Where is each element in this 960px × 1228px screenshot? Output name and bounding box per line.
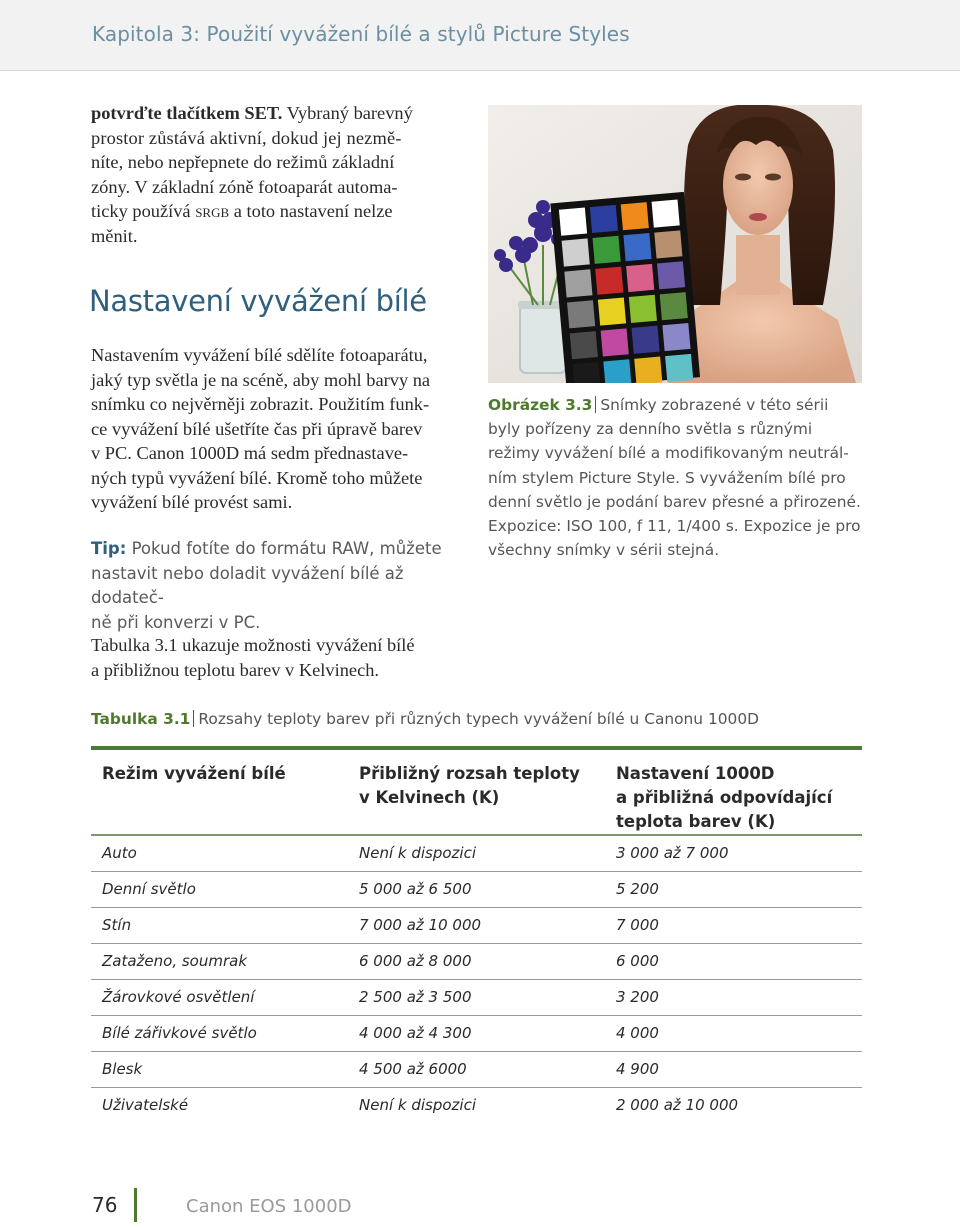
intro-line: měnit. (91, 225, 138, 246)
checker-patch (654, 230, 682, 258)
table-header (91, 746, 862, 836)
checker-patch (626, 264, 654, 292)
cell-setting: 7 000 (616, 916, 659, 934)
header-text: Nastavení 1000D (616, 764, 775, 783)
footer-divider (134, 1188, 137, 1222)
checker-patch (601, 328, 629, 356)
para-line: ce vyvážení bílé ušetříte čas při úpravě barev (91, 418, 423, 439)
tip-box (91, 537, 471, 635)
caption-line: ním stylem Picture Style. S vyvážením bílé pro (488, 468, 846, 487)
cell-range: 6 000 až 8 000 (359, 952, 472, 970)
cell-range: 7 000 až 10 000 (359, 916, 482, 934)
checker-patch (595, 267, 623, 295)
cell-setting: 4 000 (616, 1024, 659, 1042)
cell-setting: 3 000 až 7 000 (616, 844, 729, 862)
figure-photo (488, 105, 862, 383)
para-line: Tabulka 3.1 ukazuje možnosti vyvážení bílé (91, 635, 415, 655)
header-text: Režim vyvážení bílé (102, 764, 286, 783)
cell-mode: Blesk (102, 1060, 143, 1078)
cell-range: Není k dispozici (359, 844, 477, 862)
caption-line: všechny snímky v sérii stejná. (488, 541, 720, 560)
caption-line: byly pořízeny za denního světla s různými (488, 420, 813, 439)
mannequin-checker-photo (488, 105, 862, 383)
intro-line: níte, nebo nepřepnete do režimů základní (91, 152, 395, 172)
checker-patch (623, 233, 651, 261)
para-line: Nastavením vyvážení bílé sdělíte fotoaparátu, (91, 345, 428, 365)
tip-text: Pokud fotíte do formátu RAW, můžete (126, 539, 442, 558)
checker-patch (590, 205, 618, 233)
cell-mode: Uživatelské (102, 1096, 189, 1114)
intro-text: ticky používá (91, 201, 196, 221)
glass-jar (520, 305, 566, 373)
header-mode (102, 762, 286, 786)
separator-bar (193, 710, 194, 727)
checker-patch (567, 300, 595, 328)
table-row (91, 944, 862, 980)
mannequin-neck (736, 235, 780, 295)
checker-patch (593, 236, 621, 264)
color-checker-card (550, 192, 700, 383)
cell-mode: Žárovkové osvětlení (102, 988, 255, 1006)
cell-mode: Zataženo, soumrak (102, 952, 248, 970)
table-label: Tabulka 3.1 (91, 710, 191, 728)
intro-line-rest: Vybraný barevný (282, 103, 413, 123)
cell-mode: Stín (102, 916, 132, 934)
para-line: snímku co nejvěrněji zobrazit. Použitím funk- (91, 394, 430, 414)
cell-mode: Denní světlo (102, 880, 196, 898)
cell-range: 2 500 až 3 500 (359, 988, 472, 1006)
checker-patch (572, 362, 600, 383)
header-range (359, 762, 580, 810)
cell-mode: Bílé zářivkové světlo (102, 1024, 257, 1042)
tip-label: Tip: (91, 539, 127, 558)
para-line: vyvážení bílé provést sami. (91, 492, 293, 512)
running-header (0, 0, 960, 71)
table-row (91, 1088, 862, 1123)
caption-line: režimy vyvážení bílé a modifikovaným neutrál- (488, 444, 849, 463)
checker-patch (598, 297, 626, 325)
page-number: 76 (92, 1193, 118, 1217)
intro-line (91, 199, 466, 224)
white-balance-table (91, 746, 862, 1123)
intro-line: zóny. V základní zóně fotoaparát automa- (91, 176, 398, 197)
table-caption (91, 710, 871, 728)
figure-label: Obrázek 3.3 (488, 396, 593, 414)
cell-setting: 4 900 (616, 1060, 659, 1078)
tip-line: nastavit nebo doladit vyvážení bílé až dodateč- (91, 563, 404, 607)
table-row (91, 1052, 862, 1088)
para-line: jaký typ světla je na scéně, aby mohl barvy na (91, 369, 431, 390)
para-line: ných typů vyvážení bílé. Kromě toho můžete (91, 467, 423, 488)
separator-bar (595, 396, 596, 413)
srgb-smallcaps: srgb (195, 201, 230, 221)
intro-line: prostor zůstává aktivní, dokud jej nezmě- (91, 127, 402, 148)
table-intro-paragraph (91, 633, 466, 682)
cell-setting: 3 200 (616, 988, 659, 1006)
checker-patch (603, 359, 631, 383)
caption-line: Expozice: ISO 100, f 11, 1/400 s. Expozice je pro (488, 517, 861, 536)
checker-patch (570, 331, 598, 359)
chapter-title: Kapitola 3: Použití vyvážení bílé a stylů Picture Styles (92, 22, 630, 46)
checker-patch (629, 295, 657, 323)
header-text: teplota barev (K) (616, 812, 776, 831)
cell-setting: 6 000 (616, 952, 659, 970)
table-caption-text: Rozsahy teploty barev při různých typech vyvážení bílé u Canonu 1000D (198, 710, 759, 728)
header-text: Přibližný rozsah teploty (359, 764, 580, 783)
cell-range: 4 500 až 6000 (359, 1060, 467, 1078)
figure-caption (488, 393, 873, 562)
header-text: a přibližná odpovídající (616, 788, 833, 807)
para-line: a přibližnou teplotu barev v Kelvinech. (91, 659, 380, 680)
intro-line (91, 101, 466, 126)
caption-line: denní světlo je podání barev přesné a přirozené. (488, 492, 861, 511)
table-row (91, 872, 862, 908)
checker-patch (660, 292, 688, 320)
tip-line (91, 537, 471, 562)
caption-text: Snímky zobrazené v této sérii (600, 396, 829, 414)
checker-patch (562, 238, 590, 266)
cell-setting: 5 200 (616, 880, 659, 898)
checker-patch (662, 323, 690, 351)
cell-range: Není k dispozici (359, 1096, 477, 1114)
table-row (91, 836, 862, 872)
para-line: v PC. Canon 1000D má sedm přednastave- (91, 443, 409, 463)
checker-patch (634, 357, 662, 383)
header-setting (616, 762, 832, 834)
table-row (91, 980, 862, 1016)
header-text: v Kelvinech (K) (359, 788, 500, 807)
intro-paragraph (91, 101, 466, 248)
section-paragraph (91, 343, 466, 515)
checker-patch (665, 354, 693, 382)
cell-setting: 2 000 až 10 000 (616, 1096, 739, 1114)
checker-patch (559, 208, 587, 236)
tip-line: ně při konverzi v PC. (91, 612, 261, 632)
checker-patch (657, 261, 685, 289)
caption-line (488, 393, 873, 417)
book-title: Canon EOS 1000D (186, 1196, 352, 1217)
cell-range: 4 000 až 4 300 (359, 1024, 472, 1042)
checker-patch (621, 202, 649, 230)
checker-patch (564, 269, 592, 297)
intro-lead-bold: potvrďte tlačítkem SET. (91, 103, 283, 123)
table-row (91, 1016, 862, 1052)
intro-text: a toto nastavení nelze (229, 201, 393, 221)
checker-patch (652, 199, 680, 227)
cell-range: 5 000 až 6 500 (359, 880, 472, 898)
checker-patch (631, 326, 659, 354)
cell-mode: Auto (102, 844, 137, 862)
section-heading: Nastavení vyvážení bílé (89, 284, 427, 318)
table-row (91, 908, 862, 944)
